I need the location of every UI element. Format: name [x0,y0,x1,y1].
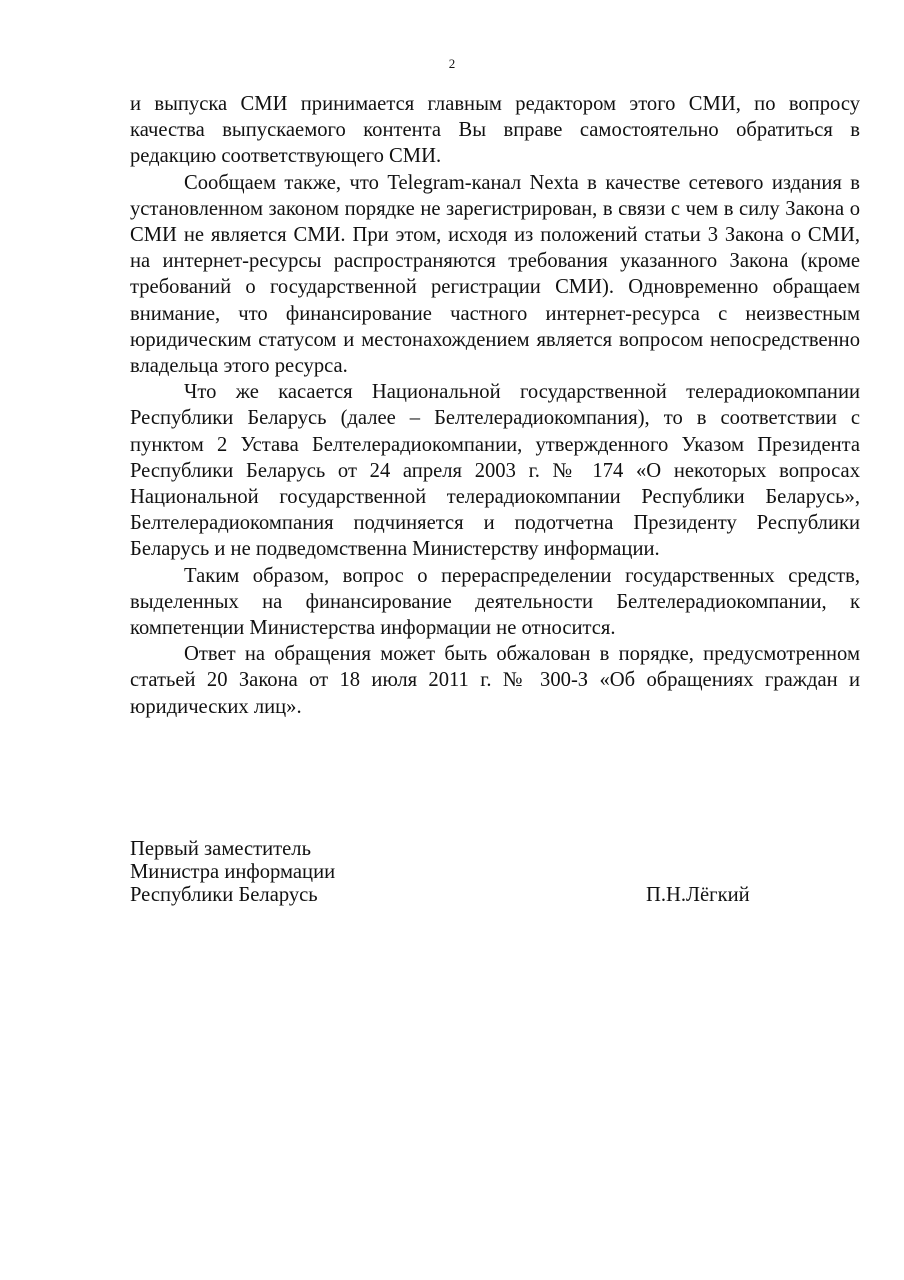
paragraph-beltelecom: Что же касается Национальной государственной телерадиокомпании Республики Беларусь (далее – Белтелерадиокомпания), то в соответствии с пунктом 2 Устава Белтелерадиокомпании, утвержденного Указом Президента Республики Беларусь от 24 апреля 2003 г. № 174 «О некоторых вопросах Национальной государственной телерадиокомпании Республики Беларусь», Белтелерадиокомпания подчиняется и подотчетна Президенту Республики Беларусь и не подведомственна Министерству информации. [130,381,860,561]
signature-position-line1: Первый заместитель [130,838,311,860]
page-number [0,56,904,72]
paragraph-conclusion: Таким образом, вопрос о перераспределении государственных средств, выделенных на финансирование деятельности Белтелерадиокомпании, к компетенции Министерства информации не относится. [130,564,860,640]
paragraph-appeal: Ответ на обращения может быть обжалован в порядке, предусмотренном статьей 20 Закона от 18 июля 2011 г. № 300-З «Об обращениях граждан и юридических лиц». [130,643,860,718]
page-number-text: 2 [448,56,456,71]
signature-position-line3: Республики Беларусь [130,884,318,906]
paragraph-nexta: Сообщаем также, что Telegram-канал Nexta в качестве сетевого издания в установленном законом порядке не зарегистрирован, в связи с чем в силу Закона о СМИ не является СМИ. При этом, исходя из положений статьи 3 Закона о СМИ, на интернет-ресурсы распространяются требования указанного Закона (кроме требований о государственной регистрации СМИ). Одновременно обращаем внимание, что финансирование частного интернет-ресурса с неизвестным юридическим статусом и местонахождением является вопросом непосредственно владельца этого ресурса. [130,171,860,378]
signature-block [130,838,770,907]
letter-body [130,91,860,720]
paragraph-continuation: и выпуска СМИ принимается главным редактором этого СМИ, по вопросу качества выпускаемого контента Вы вправе самостоятельно обратиться в редакцию соответствующего СМИ. [130,93,860,168]
signature-position-line2: Министра информации [130,861,336,883]
signatory-name: П.Н.Лёгкий [646,884,750,906]
